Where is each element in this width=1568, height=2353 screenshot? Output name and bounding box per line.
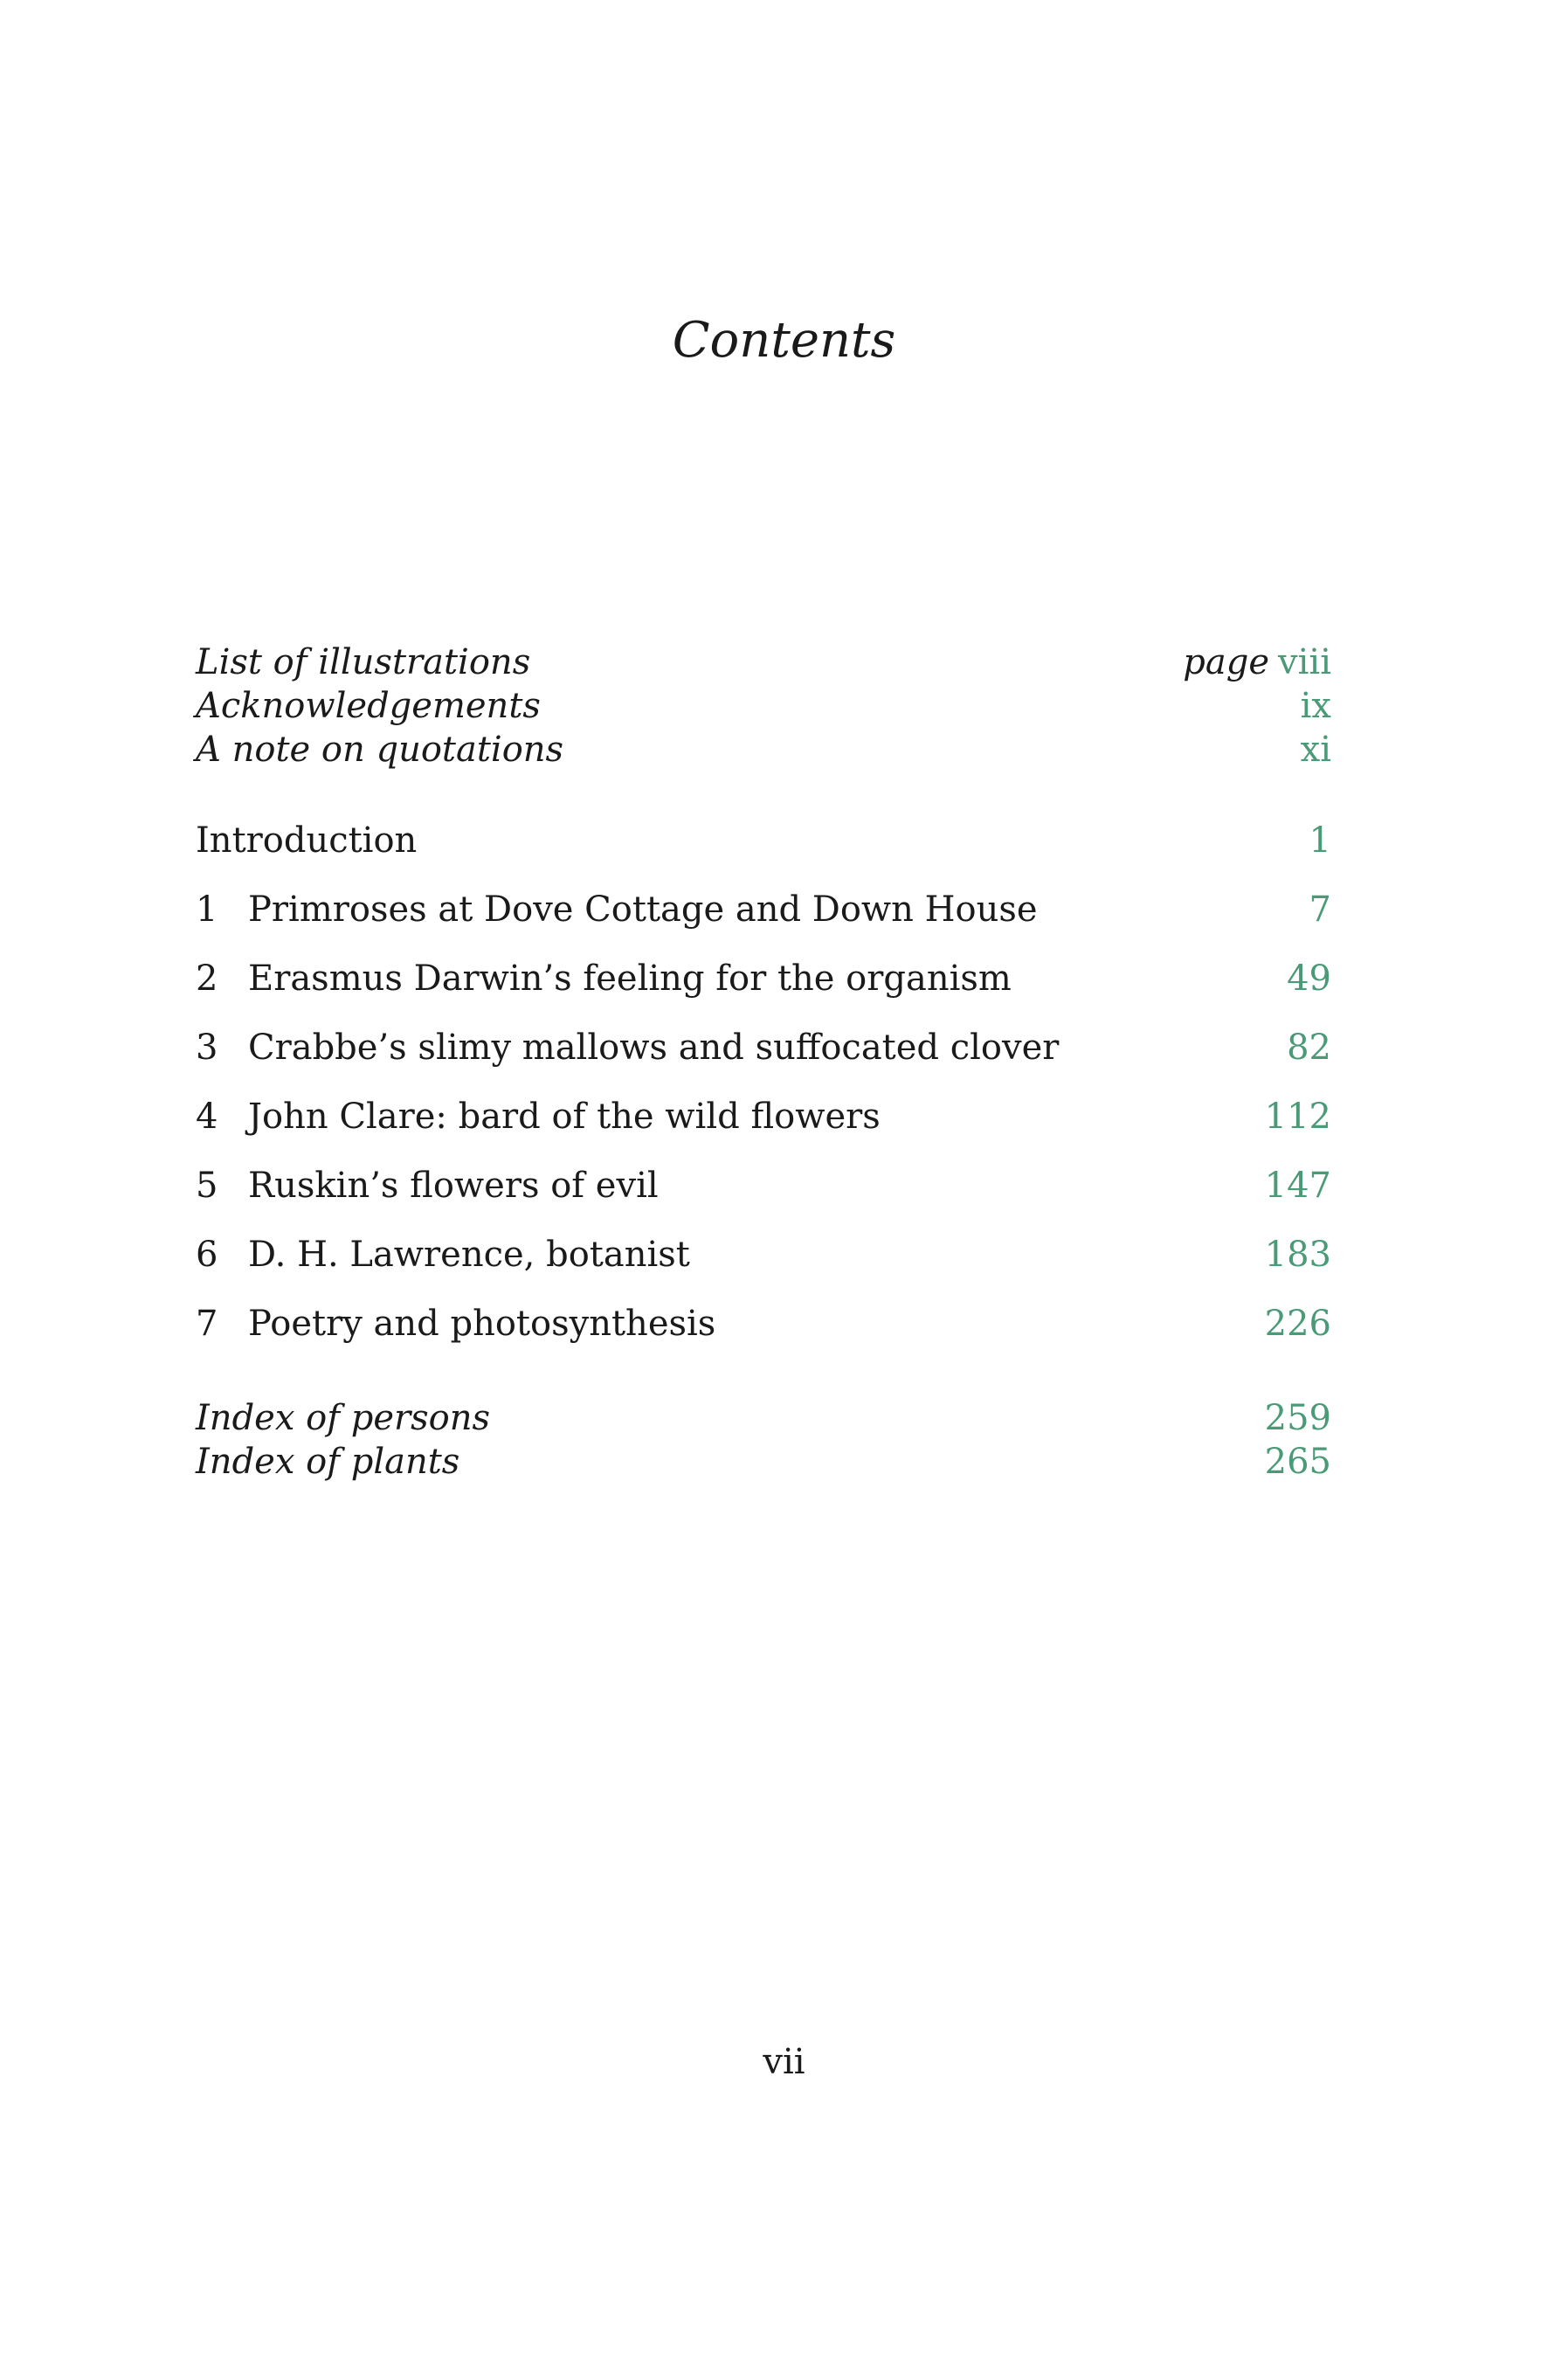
toc-entry-label: Introduction — [196, 820, 418, 861]
toc-entry-page: 112 — [1264, 1097, 1331, 1137]
toc-entry-label: Index of persons — [196, 1398, 491, 1438]
toc-entry-note-on-quotations[interactable] — [196, 728, 1331, 772]
chapter-title: Poetry and photosynthesis — [248, 1304, 716, 1344]
toc-entry-chapter-7[interactable] — [196, 1302, 1331, 1346]
toc-entry-page — [1183, 640, 1331, 684]
chapter-number: 5 — [196, 1166, 218, 1206]
toc-entry-label: Acknowledgements — [196, 686, 541, 726]
page-number: viii — [1278, 642, 1331, 682]
page-prefix: page — [1183, 642, 1270, 682]
toc-entry-chapter-3[interactable] — [196, 1026, 1331, 1069]
chapter-number: 1 — [196, 889, 218, 930]
toc-entry-label: A note on quotations — [196, 730, 564, 770]
chapter-number: 6 — [196, 1235, 218, 1275]
chapter-number: 7 — [196, 1304, 218, 1344]
toc-entry-page: 226 — [1264, 1304, 1331, 1344]
chapter-title: Primroses at Dove Cottage and Down House — [248, 889, 1038, 930]
toc-entry-page: 82 — [1287, 1028, 1331, 1068]
chapter-number: 2 — [196, 959, 218, 999]
toc-entry-page: 259 — [1264, 1398, 1331, 1438]
toc-entry-page: 265 — [1264, 1442, 1331, 1482]
toc-entry-chapter-5[interactable] — [196, 1164, 1331, 1208]
toc-entry-introduction[interactable] — [196, 819, 1331, 862]
toc-entry-chapter-6[interactable] — [196, 1233, 1331, 1277]
chapter-title: Erasmus Darwin’s feeling for the organism — [248, 959, 1012, 999]
chapter-title: Crabbe’s slimy mallows and suffocated clover — [248, 1028, 1060, 1068]
toc-entry-chapter-1[interactable] — [196, 888, 1331, 931]
page-folio: vii — [763, 2042, 805, 2082]
chapter-number: 4 — [196, 1097, 218, 1137]
chapter-title: John Clare: bard of the wild flowers — [248, 1097, 881, 1137]
toc-entry-page: 183 — [1264, 1235, 1331, 1275]
toc-entry-page: 1 — [1309, 820, 1331, 861]
toc-entry-page: ix — [1300, 686, 1331, 726]
toc-entry-acknowledgements[interactable] — [196, 684, 1331, 728]
toc-entry-page: xi — [1300, 730, 1331, 770]
page-title: Contents — [672, 312, 896, 369]
toc-entry-label: Index of plants — [196, 1442, 460, 1482]
toc-entry-chapter-2[interactable] — [196, 957, 1331, 1000]
toc-entry-label: List of illustrations — [196, 642, 531, 682]
toc-entry-page: 49 — [1287, 959, 1331, 999]
toc-entry-index-of-persons[interactable] — [196, 1396, 1331, 1440]
toc-entry-page: 7 — [1309, 889, 1331, 930]
toc-entry-list-of-illustrations[interactable] — [196, 640, 1331, 684]
toc-entry-page: 147 — [1264, 1166, 1331, 1206]
chapter-title: Ruskin’s flowers of evil — [248, 1166, 659, 1206]
toc-entry-chapter-4[interactable] — [196, 1095, 1331, 1138]
toc-entry-index-of-plants[interactable] — [196, 1440, 1331, 1484]
chapter-number: 3 — [196, 1028, 218, 1068]
chapter-title: D. H. Lawrence, botanist — [248, 1235, 690, 1275]
